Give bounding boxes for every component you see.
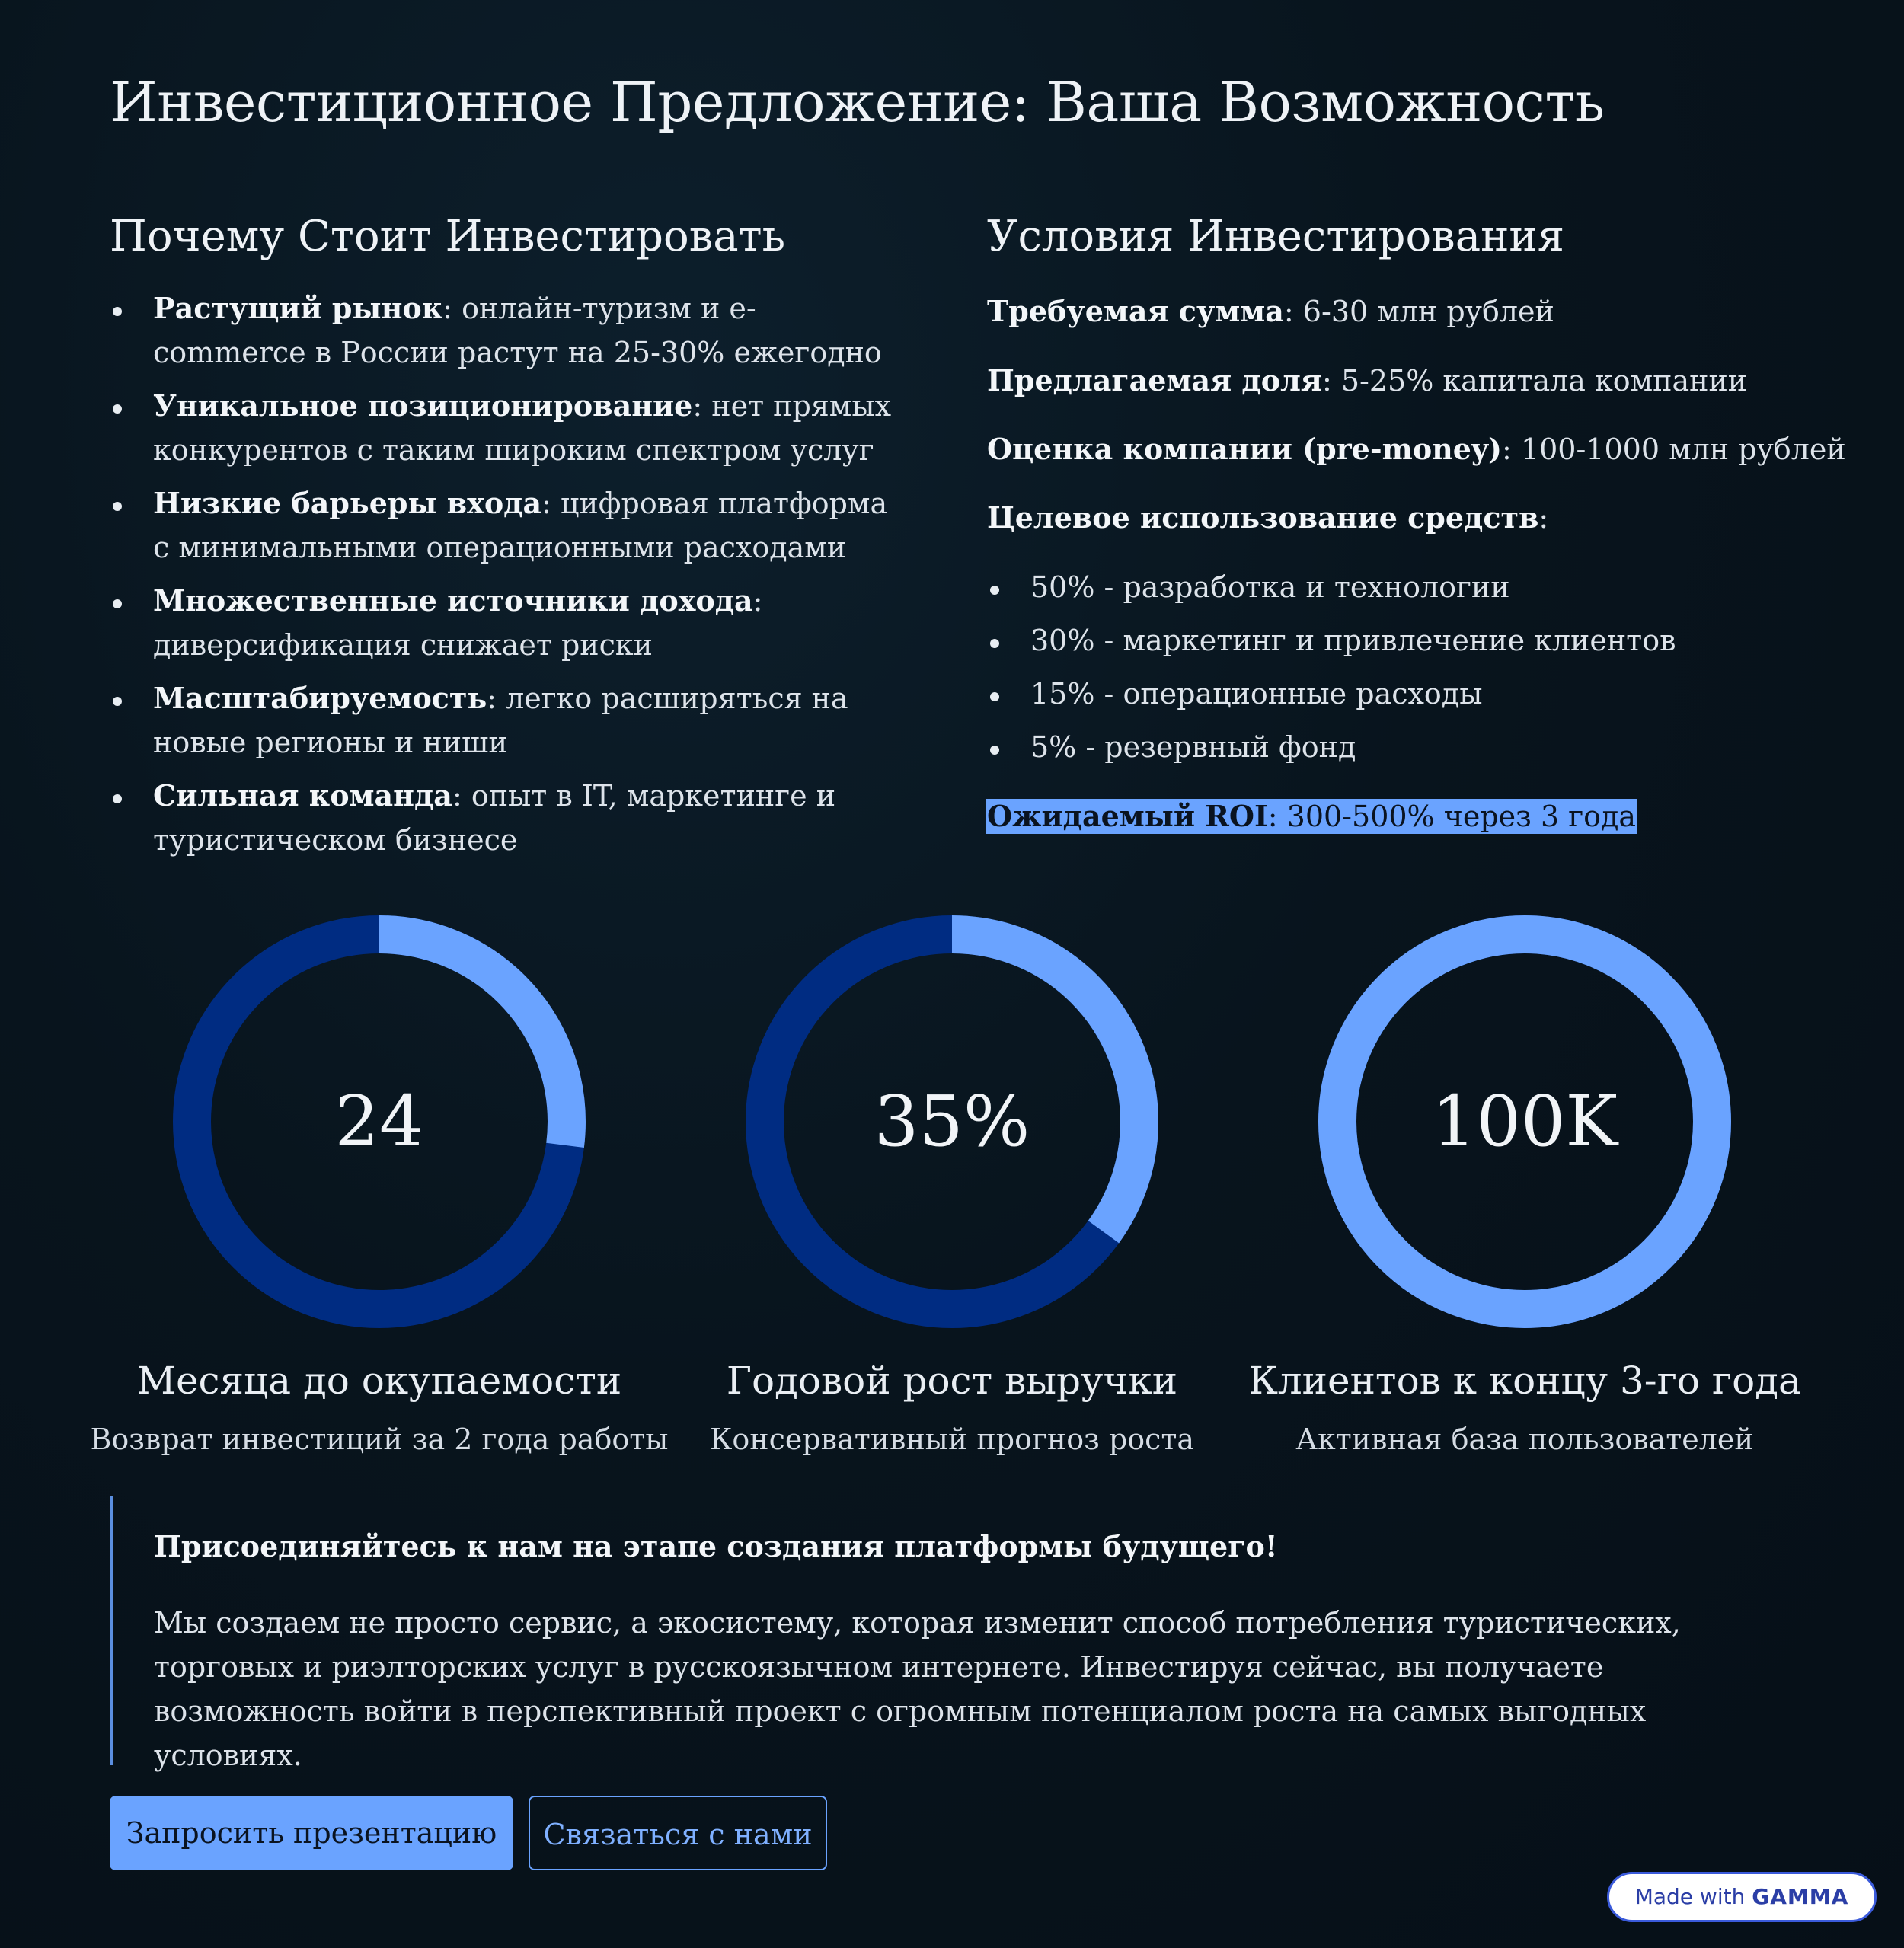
list-item (110, 481, 902, 570)
term-bold: Оценка компании (pre-money) (987, 432, 1503, 466)
item-bold: Уникальное позиционирование (153, 388, 693, 423)
stat-value: 100K (1431, 1081, 1618, 1162)
term-use-of-funds (987, 496, 1548, 540)
term-text: : 100-1000 млн рублей (1502, 433, 1846, 466)
roi-highlight (986, 799, 1637, 834)
item-bold: Сильная команда (153, 778, 452, 813)
item-text: : диверсификация снижает риски (153, 584, 763, 662)
stat-description: Консервативный прогноз роста (709, 1423, 1195, 1456)
item-bold: Низкие барьеры входа (153, 486, 542, 520)
why-list (110, 286, 902, 871)
term-text: : 5-25% капитала компании (1321, 364, 1748, 398)
term-share (987, 359, 1747, 403)
item-text: : нет прямых конкурентов с таким широким спектром услуг (153, 389, 892, 467)
roi-text: : 300-500% через 3 года (1267, 800, 1637, 833)
item-text: : цифровая платформа с минимальными операционными расходами (153, 487, 888, 564)
item-text: : опыт в IT, маркетинге и туристическом бизнесе (153, 779, 836, 857)
callout-block (110, 1496, 1735, 1772)
list-item: 30% - маркетинг и привлечение клиентов (987, 618, 1676, 663)
list-item: 5% - резервный фонд (987, 725, 1676, 769)
callout-title: Присоединяйтесь к нам на этапе создания платформы будущего! (154, 1529, 1278, 1563)
contact-us-button[interactable]: Связаться с нами (529, 1796, 827, 1870)
list-item (110, 579, 902, 667)
stat-description: Активная база пользователей (1295, 1423, 1754, 1456)
term-bold: Целевое использование средств (987, 500, 1539, 535)
list-item: 50% - разработка и технологии (987, 565, 1676, 609)
term-valuation (987, 427, 1846, 471)
stat-description: Возврат инвестиций за 2 года работы (90, 1423, 669, 1456)
stat-label: Месяца до окупаемости (136, 1359, 622, 1403)
stat-value: 35% (874, 1081, 1030, 1162)
callout-text: Мы создаем не просто сервис, а экосистему, которая изменит способ потребления туристических, торговых и риэлторских услуг в русскоязычном интернете. Инвестируя сейчас, вы получаете возможность войти в перспективный проект с огромным потенциалом роста на самых выгодных условиях. (154, 1606, 1681, 1772)
stat-value: 24 (334, 1081, 424, 1162)
item-bold: Растущий рынок (153, 291, 443, 325)
page-title: Инвестиционное Предложение: Ваша Возможность (110, 70, 1605, 134)
term-bold: Предлагаемая доля (987, 363, 1322, 398)
why-heading: Почему Стоит Инвестировать (110, 212, 786, 261)
made-with-gamma-badge[interactable] (1607, 1872, 1877, 1922)
list-item (110, 286, 902, 375)
term-text: : (1538, 501, 1549, 535)
stat-label: Годовой рост выручки (726, 1359, 1178, 1403)
request-presentation-button[interactable]: Запросить презентацию (110, 1796, 513, 1870)
use-of-funds-list (987, 565, 1676, 778)
list-item (110, 774, 902, 862)
term-bold: Требуемая сумма (987, 294, 1284, 328)
item-text: : легко расширяться на новые регионы и ниши (153, 682, 848, 759)
list-item (110, 676, 902, 765)
list-item: 15% - операционные расходы (987, 672, 1676, 716)
terms-heading: Условия Инвестирования (987, 212, 1565, 261)
item-bold: Множественные источники дохода (153, 583, 753, 618)
item-text: : онлайн-туризм и e-commerce в России растут на 25-30% ежегодно (153, 292, 882, 369)
roi-bold: Ожидаемый ROI (987, 799, 1268, 833)
term-amount (987, 289, 1554, 334)
stat-label: Клиентов к концу 3-го года (1248, 1359, 1801, 1403)
badge-prefix: Made with (1634, 1884, 1746, 1909)
item-bold: Масштабируемость (153, 681, 487, 715)
term-text: : 6-30 млн рублей (1283, 295, 1554, 328)
list-item (110, 384, 902, 472)
gamma-logo: GAMMA (1752, 1884, 1849, 1909)
